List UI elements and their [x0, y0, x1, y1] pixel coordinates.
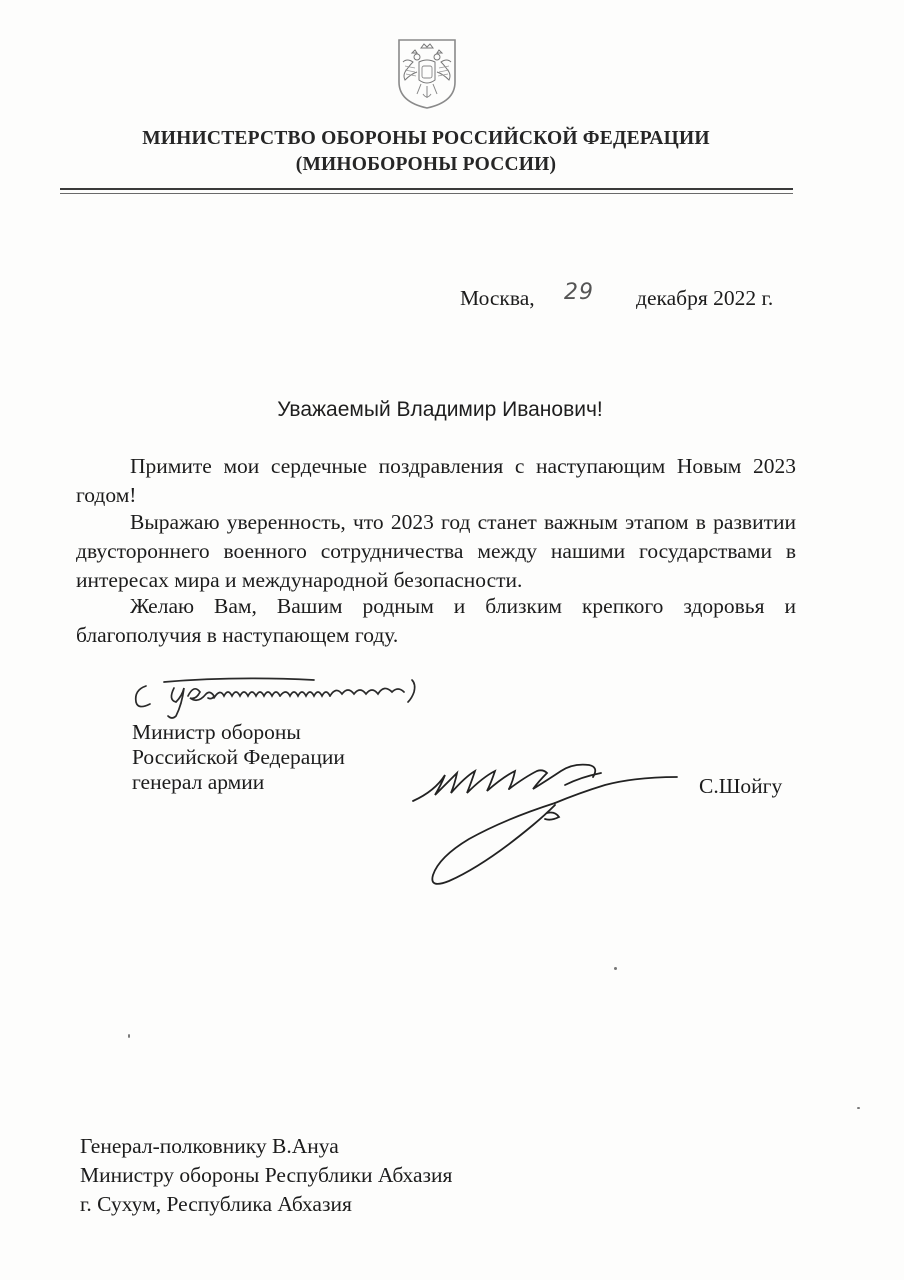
paper-speck	[614, 967, 617, 970]
coat-of-arms-icon	[393, 36, 461, 110]
signatory-title-line3: генерал армии	[132, 770, 265, 794]
salutation: Уважаемый Владимир Иванович!	[277, 398, 603, 421]
addressee-line1: Генерал-полковнику В.Ануа	[80, 1134, 339, 1158]
letter-body-paragraph	[76, 592, 796, 650]
paragraph-2: Выражаю уверенность, что 2023 год станет важным этапом в развитии двустороннего военного сотрудничества между нашими государствами в интересах мира и международной безопасности.	[76, 510, 796, 592]
paper-speck	[128, 1034, 130, 1038]
dateline-city: Москва,	[460, 286, 535, 310]
addressee-line3: г. Сухум, Республика Абхазия	[80, 1192, 352, 1216]
addressee-block	[80, 1132, 452, 1219]
dateline-month-year: декабря 2022 г.	[636, 286, 774, 310]
ministry-name: МИНИСТЕРСТВО ОБОРОНЫ РОССИЙСКОЙ ФЕДЕРАЦИИ	[142, 128, 710, 149]
handwritten-signature	[405, 755, 685, 890]
letter-body-paragraph	[76, 452, 796, 510]
handwritten-respect	[124, 670, 434, 722]
ministry-short-name: (МИНОБОРОНЫ РОССИИ)	[295, 154, 557, 175]
header-divider-thin	[60, 193, 793, 194]
letter-body-paragraph	[76, 508, 796, 595]
paragraph-1: Примите мои сердечные поздравления с наступающим Новым 2023 годом!	[76, 454, 796, 507]
paper-speck	[857, 1107, 860, 1109]
signatory-title-block	[132, 720, 345, 795]
header-divider	[60, 188, 793, 190]
signatory-title-line1: Министр обороны	[132, 720, 301, 744]
dateline-day: 29	[564, 280, 594, 305]
signatory-title-line2: Российской Федерации	[132, 745, 345, 769]
paragraph-3: Желаю Вам, Вашим родным и близким крепкого здоровья и благополучия в наступающем году.	[76, 594, 796, 647]
addressee-line2: Министру обороны Республики Абхазия	[80, 1163, 453, 1187]
signer-name: С.Шойгу	[699, 774, 783, 798]
